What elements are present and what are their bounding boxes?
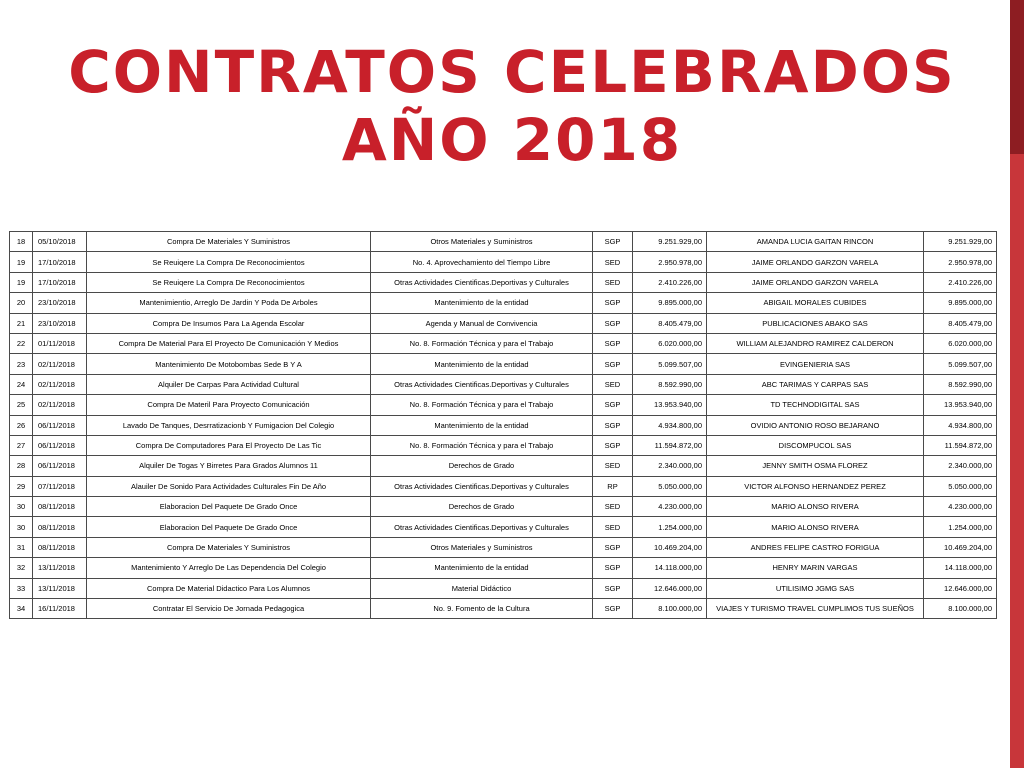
cell-object: Contratar El Servicio De Jornada Pedagogica [87,599,371,619]
cell-source: SGP [593,558,633,578]
cell-source: SGP [593,395,633,415]
table-row [10,558,997,578]
cell-contractor: ANDRES FELIPE CASTRO FORIGUA [707,537,924,557]
table-row [10,252,997,272]
cell-number: 34 [10,599,33,619]
cell-object: Compra De Materiales Y Suministros [87,537,371,557]
cell-number: 18 [10,232,33,252]
cell-date: 01/11/2018 [33,333,87,353]
cell-total: 1.254.000,00 [924,517,997,537]
contracts-table [9,231,997,619]
table-row [10,497,997,517]
cell-value: 5.099.507,00 [633,354,707,374]
cell-value: 12.646.000,00 [633,578,707,598]
cell-source: SGP [593,313,633,333]
cell-number: 23 [10,354,33,374]
cell-object: Lavado De Tanques, Desrratizacionb Y Fumigacion Del Colegio [87,415,371,435]
table-row [10,456,997,476]
cell-value: 1.254.000,00 [633,517,707,537]
cell-total: 2.950.978,00 [924,252,997,272]
cell-value: 8.592.990,00 [633,374,707,394]
cell-contractor: AMANDA LUCIA GAITAN RINCON [707,232,924,252]
cell-source: SGP [593,354,633,374]
cell-source: SED [593,497,633,517]
cell-contractor: JAIME ORLANDO GARZON VARELA [707,252,924,272]
cell-rubro: Otros Materiales y Suministros [371,537,593,557]
cell-total: 4.934.800,00 [924,415,997,435]
cell-contractor: PUBLICACIONES ABAKO SAS [707,313,924,333]
cell-rubro: No. 9. Fomento de la Cultura [371,599,593,619]
cell-number: 19 [10,272,33,292]
cell-total: 8.405.479,00 [924,313,997,333]
cell-contractor: JENNY SMITH OSMA FLOREZ [707,456,924,476]
cell-contractor: TD TECHNODIGITAL SAS [707,395,924,415]
table-row [10,272,997,292]
table-row [10,578,997,598]
cell-value: 5.050.000,00 [633,476,707,496]
cell-total: 5.050.000,00 [924,476,997,496]
cell-total: 6.020.000,00 [924,333,997,353]
cell-number: 32 [10,558,33,578]
cell-rubro: Otras Actividades Cientificas.Deportivas y Culturales [371,476,593,496]
cell-object: Elaboracion Del Paquete De Grado Once [87,517,371,537]
cell-object: Se Reuiqere La Compra De Reconocimientos [87,272,371,292]
cell-value: 2.410.226,00 [633,272,707,292]
cell-source: SGP [593,599,633,619]
cell-source: SED [593,272,633,292]
cell-source: SGP [593,415,633,435]
table-row [10,476,997,496]
cell-source: RP [593,476,633,496]
cell-value: 11.594.872,00 [633,435,707,455]
cell-total: 8.592.990,00 [924,374,997,394]
cell-rubro: No. 8. Formación Técnica y para el Trabajo [371,435,593,455]
cell-date: 13/11/2018 [33,578,87,598]
cell-contractor: HENRY MARIN VARGAS [707,558,924,578]
cell-rubro: Agenda y Manual de Convivencia [371,313,593,333]
cell-source: SGP [593,293,633,313]
cell-total: 2.340.000,00 [924,456,997,476]
cell-date: 06/11/2018 [33,435,87,455]
cell-number: 20 [10,293,33,313]
cell-source: SGP [593,537,633,557]
cell-value: 8.405.479,00 [633,313,707,333]
cell-object: Alquiler De Togas Y Birretes Para Grados Alumnos 11 [87,456,371,476]
cell-value: 6.020.000,00 [633,333,707,353]
cell-total: 13.953.940,00 [924,395,997,415]
table-row [10,232,997,252]
cell-value: 10.469.204,00 [633,537,707,557]
cell-total: 5.099.507,00 [924,354,997,374]
cell-contractor: UTILISIMO JGMG SAS [707,578,924,598]
table-row [10,517,997,537]
table-row [10,435,997,455]
cell-rubro: Mantenimiento de la entidad [371,354,593,374]
cell-number: 30 [10,517,33,537]
cell-total: 8.100.000,00 [924,599,997,619]
cell-contractor: DISCOMPUCOL SAS [707,435,924,455]
cell-number: 29 [10,476,33,496]
cell-value: 2.340.000,00 [633,456,707,476]
cell-value: 13.953.940,00 [633,395,707,415]
cell-source: SGP [593,435,633,455]
cell-number: 24 [10,374,33,394]
cell-date: 02/11/2018 [33,354,87,374]
cell-number: 31 [10,537,33,557]
cell-total: 10.469.204,00 [924,537,997,557]
cell-object: Compra De Material Para El Proyecto De Comunicación Y Medios [87,333,371,353]
cell-value: 8.100.000,00 [633,599,707,619]
cell-number: 27 [10,435,33,455]
cell-rubro: Material Didáctico [371,578,593,598]
cell-object: Alquiler De Carpas Para Actividad Cultural [87,374,371,394]
cell-date: 23/10/2018 [33,293,87,313]
cell-date: 13/11/2018 [33,558,87,578]
cell-value: 9.895.000,00 [633,293,707,313]
table-row [10,293,997,313]
title-line-1: CONTRATOS CELEBRADOS [68,38,956,106]
cell-rubro: Mantenimiento de la entidad [371,415,593,435]
cell-total: 2.410.226,00 [924,272,997,292]
cell-rubro: Derechos de Grado [371,456,593,476]
table-row [10,333,997,353]
cell-source: SGP [593,232,633,252]
cell-value: 4.230.000,00 [633,497,707,517]
cell-number: 26 [10,415,33,435]
cell-contractor: MARIO ALONSO RIVERA [707,517,924,537]
cell-rubro: Mantenimiento de la entidad [371,293,593,313]
cell-date: 17/10/2018 [33,272,87,292]
cell-total: 4.230.000,00 [924,497,997,517]
cell-rubro: No. 4. Aprovechamiento del Tiempo Libre [371,252,593,272]
cell-contractor: JAIME ORLANDO GARZON VARELA [707,272,924,292]
cell-value: 4.934.800,00 [633,415,707,435]
cell-object: Elaboracion Del Paquete De Grado Once [87,497,371,517]
cell-total: 12.646.000,00 [924,578,997,598]
cell-object: Compra De Materiales Y Suministros [87,232,371,252]
cell-object: Mantenimiento De Motobombas Sede B Y A [87,354,371,374]
cell-value: 14.118.000,00 [633,558,707,578]
cell-object: Mantenimiento Y Arreglo De Las Dependencia Del Colegio [87,558,371,578]
table-row [10,395,997,415]
cell-date: 16/11/2018 [33,599,87,619]
cell-rubro: Otras Actividades Cientificas.Deportivas y Culturales [371,374,593,394]
cell-value: 9.251.929,00 [633,232,707,252]
cell-contractor: VIAJES Y TURISMO TRAVEL CUMPLIMOS TUS SUEÑOS [707,599,924,619]
cell-contractor: OVIDIO ANTONIO ROSO BEJARANO [707,415,924,435]
cell-rubro: No. 8. Formación Técnica y para el Trabajo [371,333,593,353]
cell-source: SED [593,517,633,537]
cell-contractor: ABC TARIMAS Y CARPAS SAS [707,374,924,394]
cell-number: 28 [10,456,33,476]
cell-number: 22 [10,333,33,353]
cell-date: 06/11/2018 [33,456,87,476]
cell-number: 33 [10,578,33,598]
cell-total: 14.118.000,00 [924,558,997,578]
slide-title [0,38,1024,174]
table-body [10,232,997,619]
table-row [10,415,997,435]
cell-contractor: EVINGENIERIA SAS [707,354,924,374]
cell-value: 2.950.978,00 [633,252,707,272]
cell-date: 07/11/2018 [33,476,87,496]
table-row [10,313,997,333]
cell-date: 23/10/2018 [33,313,87,333]
cell-contractor: MARIO ALONSO RIVERA [707,497,924,517]
table-row [10,354,997,374]
cell-object: Se Reuiqere La Compra De Reconocimientos [87,252,371,272]
cell-object: Compra De Materil Para Proyecto Comunicación [87,395,371,415]
cell-date: 02/11/2018 [33,395,87,415]
cell-date: 06/11/2018 [33,415,87,435]
cell-object: Compra De Insumos Para La Agenda Escolar [87,313,371,333]
cell-number: 30 [10,497,33,517]
cell-total: 11.594.872,00 [924,435,997,455]
cell-date: 08/11/2018 [33,497,87,517]
cell-date: 08/11/2018 [33,537,87,557]
cell-date: 08/11/2018 [33,517,87,537]
cell-source: SED [593,252,633,272]
cell-date: 05/10/2018 [33,232,87,252]
cell-source: SGP [593,333,633,353]
title-line-2: AÑO 2018 [341,106,683,174]
cell-date: 02/11/2018 [33,374,87,394]
cell-contractor: VICTOR ALFONSO HERNANDEZ PEREZ [707,476,924,496]
cell-rubro: Otras Actividades Cientificas.Deportivas y Culturales [371,517,593,537]
cell-source: SED [593,456,633,476]
cell-rubro: Mantenimiento de la entidad [371,558,593,578]
cell-rubro: No. 8. Formación Técnica y para el Trabajo [371,395,593,415]
cell-source: SED [593,374,633,394]
cell-source: SGP [593,578,633,598]
table-row [10,537,997,557]
cell-rubro: Derechos de Grado [371,497,593,517]
cell-object: Compra De Computadores Para El Proyecto De Las Tic [87,435,371,455]
cell-total: 9.895.000,00 [924,293,997,313]
cell-number: 25 [10,395,33,415]
cell-object: Compra De Material Didactico Para Los Alumnos [87,578,371,598]
cell-contractor: ABIGAIL MORALES CUBIDES [707,293,924,313]
cell-object: Mantenimientio, Arreglo De Jardin Y Poda De Arboles [87,293,371,313]
cell-date: 17/10/2018 [33,252,87,272]
cell-total: 9.251.929,00 [924,232,997,252]
cell-number: 19 [10,252,33,272]
cell-number: 21 [10,313,33,333]
table-row [10,374,997,394]
cell-rubro: Otras Actividades Cientificas.Deportivas y Culturales [371,272,593,292]
cell-contractor: WILLIAM ALEJANDRO RAMIREZ CALDERON [707,333,924,353]
cell-rubro: Otros Materiales y Suministros [371,232,593,252]
table-row [10,599,997,619]
cell-object: Alauiler De Sonido Para Actividades Culturales Fin De Año [87,476,371,496]
